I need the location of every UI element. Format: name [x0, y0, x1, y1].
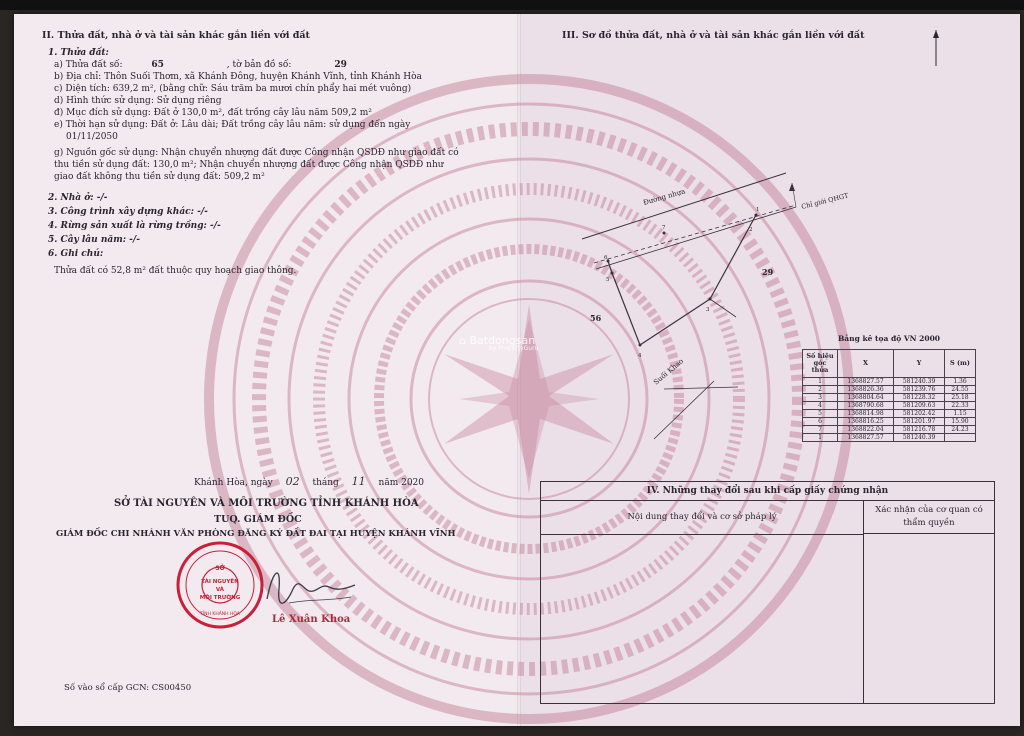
parcel-56-label: 56: [590, 313, 602, 323]
item-parcel-title: 1. Thửa đất:: [48, 48, 109, 58]
signer-name: Lê Xuân Khoa: [272, 614, 351, 625]
signature-icon: [259, 559, 379, 619]
changes-confirmation-header: Xác nhận của cơ quan có thẩm quyền: [864, 500, 994, 534]
boundary-label: Chỉ giới QHGT: [800, 191, 850, 211]
header-s: S (m): [945, 350, 976, 378]
parcel-number-label: a) Thửa đất số:: [54, 60, 123, 70]
changes-table: [540, 481, 995, 704]
point-3: 3: [706, 307, 710, 313]
house-logo-icon: ⌂: [459, 334, 470, 347]
table-row: 5 1368814.98 581202.42 1.15: [803, 410, 976, 418]
parcel-number: 65: [151, 60, 164, 70]
status-bar: [0, 0, 1024, 10]
point-5: 5: [606, 277, 610, 283]
parcel-29-label: 29: [762, 267, 774, 277]
notes-text: Thửa đất có 52,8 m² đất thuộc quy hoạch giao thông.: [54, 266, 297, 276]
point-2: 2: [749, 227, 753, 233]
table-row: 3 1368804.64 581228.32 25.18: [803, 394, 976, 402]
point-6: 6: [604, 255, 608, 261]
map-sheet-number: 29: [334, 60, 347, 70]
header-y: Y: [894, 350, 945, 378]
issue-date: Khánh Hòa, ngày 02 tháng 11 năm 2020: [194, 475, 425, 488]
authorization-title: TUQ. GIÁM ĐỐC: [214, 514, 302, 525]
table-row: 1 1368827.57 581240.39 1.36: [803, 378, 976, 386]
origin-line-3: giao đất không thu tiền sử dụng đất: 509,2 m²: [54, 172, 265, 182]
usage-purpose-line: đ) Mục đích sử dụng: Đất ở 130,0 m², đất trồng cây lâu năm 509,2 m²: [54, 108, 372, 118]
parcel-sketch-map: [534, 169, 850, 449]
svg-text:VÀ: VÀ: [215, 587, 225, 593]
watermark-sub: by PropertyGuru: [489, 345, 539, 352]
header-x: X: [838, 350, 894, 378]
issuing-org: SỞ TÀI NGUYÊN VÀ MÔI TRƯỜNG TỈNH KHÁNH HÒA: [114, 498, 419, 509]
coordinate-table: [802, 334, 976, 442]
changes-content-header: Nội dung thay đổi và cơ sở pháp lý: [541, 500, 864, 535]
director-title: GIÁM ĐỐC CHI NHÁNH VĂN PHÒNG ĐĂNG KÝ ĐẤT ĐAI TẠI HUYỆN KHÁNH VĨNH: [56, 529, 456, 539]
changes-title: IV. Những thay đổi sau khi cấp giấy chứng nhận: [541, 482, 994, 501]
coordinate-table-title: Bảng kê tọa độ VN 2000: [837, 334, 941, 343]
table-row: 4 1368790.68 581209.63 22.33: [803, 402, 976, 410]
section-iii-title: III. Sơ đồ thửa đất, nhà ở và tài sản khác gắn liền với đất: [562, 30, 865, 41]
point-7: 7: [662, 225, 666, 231]
other-construction-item: 3. Công trình xây dựng khác: -/-: [48, 207, 208, 217]
coordinate-grid: [802, 349, 976, 442]
changes-column-divider: [863, 534, 864, 703]
parcel-number-line: [54, 59, 347, 71]
svg-text:TỈNH KHÁNH HÒA: TỈNH KHÁNH HÒA: [200, 612, 240, 617]
perennial-trees-item: 5. Cây lâu năm: -/-: [48, 235, 140, 245]
red-seal-icon: [174, 539, 266, 631]
origin-line-1: g) Nguồn gốc sử dụng: Nhận chuyển nhượng đất được Công nhận QSDĐ như giao đất có: [54, 148, 459, 158]
table-row: 1 1368827.57 581240.39: [803, 434, 976, 442]
issue-month: 11: [351, 475, 366, 488]
planted-forest-item: 4. Rừng sản xuất là rừng trồng: -/-: [48, 221, 221, 231]
notes-title: 6. Ghi chú:: [48, 249, 104, 259]
stream-label: Suối Khao: [652, 357, 686, 387]
svg-text:TÀI NGUYÊN: TÀI NGUYÊN: [201, 579, 239, 585]
usage-term-date: 01/11/2050: [66, 132, 118, 142]
origin-line-2: thu tiền sử dụng đất: 130,0 m²; Nhận chuyển nhượng đất được Công nhận QSDĐ như: [54, 160, 444, 170]
house-item: 2. Nhà ở: -/-: [48, 193, 108, 203]
area-line: c) Diện tích: 639,2 m², (bằng chữ: Sáu trăm ba mươi chín phẩy hai mét vuông): [54, 84, 412, 94]
svg-text:SỞ: SỞ: [215, 565, 225, 572]
point-4: 4: [638, 353, 642, 359]
header-corner-id: Số hiệu góc thửa: [803, 350, 838, 378]
map-sheet-label: , tờ bản đồ số:: [226, 60, 292, 70]
watermark-brand: Batdongsan: [469, 334, 536, 347]
certificate-document: [14, 14, 1020, 726]
svg-text:MÔI TRƯỜNG: MÔI TRƯỜNG: [199, 595, 241, 601]
usage-term-line: e) Thời hạn sử dụng: Đất ở: Lâu dài; Đất trồng cây lâu năm: sử dụng đến ngày: [54, 120, 411, 130]
registry-serial: Số vào sổ cấp GCN: CS00450: [64, 683, 192, 693]
page-fold: [517, 14, 521, 726]
table-row: 7 1368822.04 581216.78 24.23: [803, 426, 976, 434]
north-arrow-icon: [929, 28, 943, 68]
road-label: Đường nhựa: [642, 187, 687, 207]
table-row: 6 1368816.25 581201.97 15.90: [803, 418, 976, 426]
usage-form-line: d) Hình thức sử dụng: Sử dụng riêng: [54, 96, 222, 106]
address-line: b) Địa chỉ: Thôn Suối Thơm, xã Khánh Đông, huyện Khánh Vĩnh, tỉnh Khánh Hòa: [54, 72, 422, 82]
table-row: 2 1368826.36 581239.76 24.55: [803, 386, 976, 394]
point-1: 1: [756, 207, 760, 213]
site-watermark: [459, 334, 538, 352]
section-ii-title: II. Thửa đất, nhà ở và tài sản khác gắn liền với đất: [42, 30, 310, 41]
issue-day: 02: [285, 475, 300, 488]
coordinate-header-row: [803, 350, 976, 378]
